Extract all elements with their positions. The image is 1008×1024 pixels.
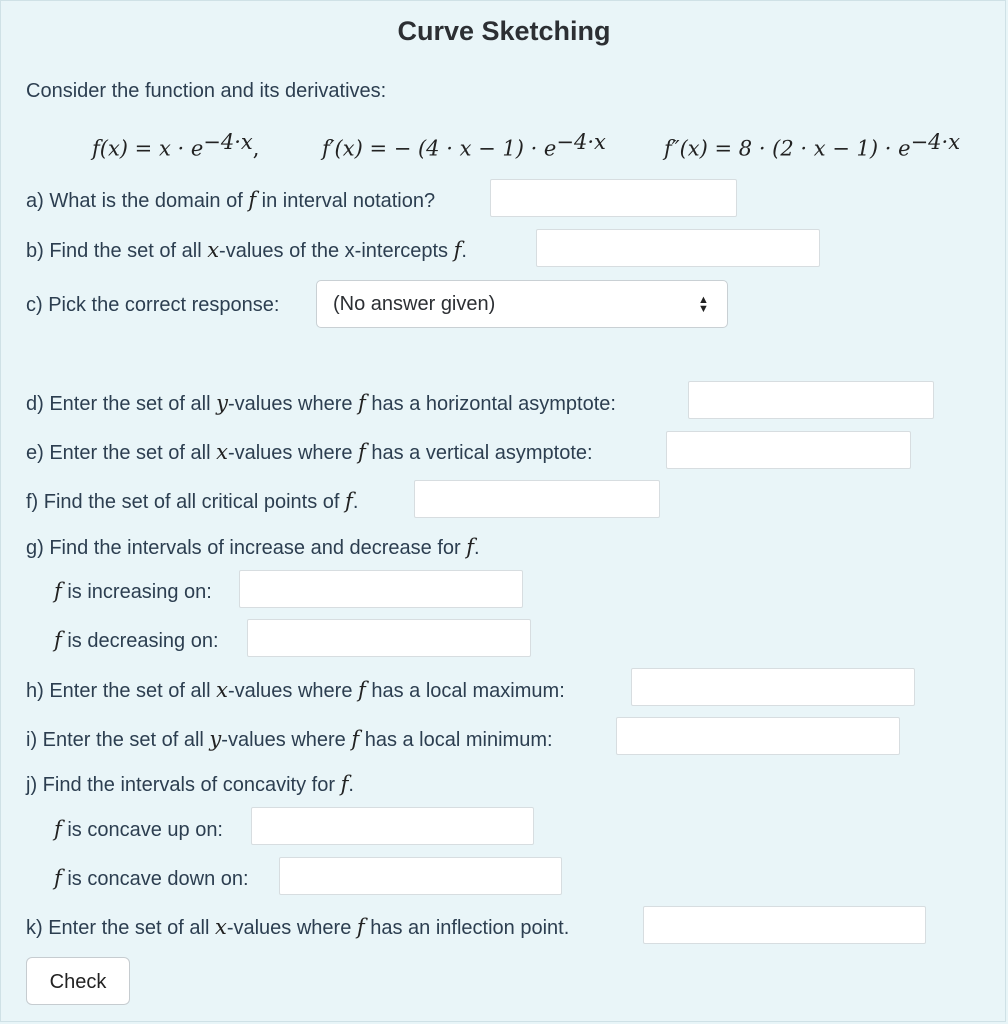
question-j-var: f [340,772,349,796]
answer-d-input[interactable] [688,381,934,419]
question-a-var: f [248,188,257,212]
formula-fprime [322,130,606,160]
question-h-post: has a local maximum: [365,680,565,702]
question-h-var2: f [358,678,366,702]
check-button[interactable]: Check [26,957,130,1005]
formula-fprime-main: f′(x) = − (4 · x − 1) · e [322,136,557,161]
answer-e-input[interactable] [666,431,911,469]
formula-fdoubleprime [664,130,960,160]
question-d-var2: f [358,391,366,415]
question-j-post: . [348,774,354,796]
question-d [26,391,616,416]
question-g-dec-var: f [54,628,62,652]
question-k-pre: k) Enter the set of all [26,917,215,939]
question-h-var: x [216,678,228,702]
answer-h-input[interactable] [631,668,915,706]
question-g-inc-var: f [54,579,62,603]
answer-c-select[interactable] [316,280,728,328]
question-d-var: y [216,391,228,415]
formula-f [92,130,259,160]
formula-fprime-exponent: −4·x [556,130,606,154]
question-g [26,535,480,560]
question-i-pre: i) Enter the set of all [26,729,210,751]
question-f-var: f [345,489,353,513]
question-c-label: c) Pick the correct response: [26,294,280,316]
question-i [26,727,553,752]
question-d-post: has a horizontal asymptote: [365,393,616,415]
question-j-up-var: f [54,817,62,841]
question-e-mid: -values where [227,442,359,464]
formula-f-main: f(x) = x · e [92,136,204,161]
question-j-down [54,866,249,891]
intro-text: Consider the function and its derivatives: [26,80,387,102]
question-j-up-post: is concave up on: [61,819,223,841]
question-b-pre: b) Find the set of all [26,240,208,262]
question-i-var: y [209,727,222,751]
page-title: Curve Sketching [397,16,611,46]
formula-fdoubleprime-main: f″(x) = 8 · (2 · x − 1) · e [664,136,911,161]
question-e-pre: e) Enter the set of all [26,442,217,464]
formula-f-tail: , [252,136,260,161]
question-a [26,188,435,213]
question-h-mid: -values where [227,680,359,702]
question-k-post: has an inflection point. [364,917,570,939]
question-g-var: f [466,535,475,559]
question-f [26,489,358,514]
question-j-pre: j) Find the intervals of concavity for [26,774,341,796]
answer-c-select-value: (No answer given) [333,293,496,315]
question-j-up [54,817,223,842]
question-e-post: has a vertical asymptote: [365,442,593,464]
question-b-mid: -values of the x-intercepts [219,240,454,262]
question-i-post: has a local minimum: [359,729,553,751]
question-g-dec-post: is decreasing on: [61,630,219,652]
question-e-var2: f [358,440,366,464]
question-h-pre: h) Enter the set of all [26,680,217,702]
formula-fdoubleprime-exponent: −4·x [910,130,961,154]
answer-f-input[interactable] [414,480,660,518]
answer-i-input[interactable] [616,717,900,755]
question-g-decreasing [54,628,219,653]
question-b-var: x [207,238,220,262]
question-h [26,678,565,703]
question-a-post: in interval notation? [256,190,436,212]
question-f-pre: f) Find the set of all critical points of [26,491,346,513]
question-j-down-var: f [54,866,62,890]
answer-j-up-input[interactable] [251,807,534,845]
question-k-mid: -values where [226,917,357,939]
question-k-var: x [214,915,227,939]
question-e-var: x [216,440,228,464]
question-j [26,772,354,797]
question-g-post: . [474,537,480,559]
question-e [26,440,593,465]
select-arrows-icon: ▲ ▼ [698,294,709,315]
question-i-var2: f [351,727,360,751]
answer-k-input[interactable] [643,906,926,944]
answer-b-input[interactable] [536,229,820,267]
question-g-pre: g) Find the intervals of increase and decrease for [26,537,467,559]
question-j-down-post: is concave down on: [61,868,249,890]
question-k-var2: f [356,915,365,939]
question-k [26,915,569,940]
question-a-pre: a) What is the domain of [26,190,249,212]
question-b-var2: f [453,238,462,262]
question-g-increasing [54,579,212,604]
answer-g-decreasing-input[interactable] [247,619,531,657]
question-d-mid: -values where [227,393,359,415]
answer-j-down-input[interactable] [279,857,562,895]
question-f-post: . [352,491,359,513]
answer-g-increasing-input[interactable] [239,570,523,608]
question-b-post: . [461,240,467,262]
question-i-mid: -values where [221,729,352,751]
question-g-inc-post: is increasing on: [61,581,212,603]
formula-f-exponent: −4·x [203,130,253,154]
question-d-pre: d) Enter the set of all [26,393,217,415]
answer-a-input[interactable] [490,179,737,217]
question-b [26,238,467,263]
